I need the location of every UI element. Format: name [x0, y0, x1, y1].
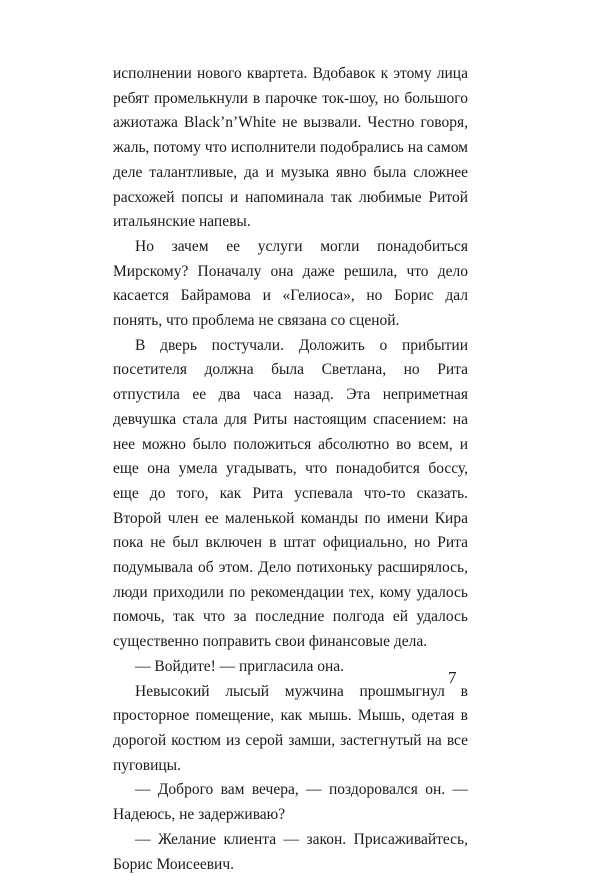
paragraph-5: Невысокий лысый мужчина прошмыгнул в просторное помещение, как мышь. Мышь, одетая в дорогой костюм из серой замши, застегнутый на все пуговицы. — [113, 682, 468, 774]
paragraph-4: — Войдите! — пригласила она. — [135, 657, 344, 675]
paragraph-6: — Доброго вам вечера, — поздоровался он. — Надеюсь, не задерживаю? — [113, 781, 468, 824]
paragraph-1: исполнении нового квартета. Вдобавок к этому лица ребят промелькнули в парочке ток-шоу, но большого ажиотажа Black’n’White не вызвали. Честно говоря, жаль, потому что исполнители подобрались на самом деле талантливые, да и музыка явно была сложнее расхожей попсы и напоминала так любимые Ритой итальянские напевы. — [113, 65, 468, 231]
body-text — [113, 62, 468, 877]
paragraph-2: Но зачем ее услуги могли понадобиться Мирскому? Поначалу она даже решила, что дело касается Байрамова и «Гелиоса», но Борис дал понять, что проблема не связана со сценой. — [113, 237, 468, 330]
paragraph-7: — Желание клиента — закон. Присаживайтесь, Борис Моисеевич. — [113, 830, 468, 873]
paragraph-3: В дверь постучали. Доложить о прибытии посетителя должна была Светлана, но Рита отпустила ее два часа назад. Эта неприметная девчушка стала для Риты настоящим спасением: на нее можно было положиться абсолютно во всем, и еще она умела угадывать, что понадобится боссу, еще до того, как Рита успевала что-то сказать. Второй член ее маленькой команды по имени Кира пока не был включен в штат официально, но Рита подумывала об этом. Дело потихоньку расширялось, люди приходили по рекомендации тех, кому удалось помочь, так что за последние полгода ей удалось существенно поправить свои финансовые дела. — [113, 336, 468, 651]
page-number: 7 — [448, 668, 457, 687]
